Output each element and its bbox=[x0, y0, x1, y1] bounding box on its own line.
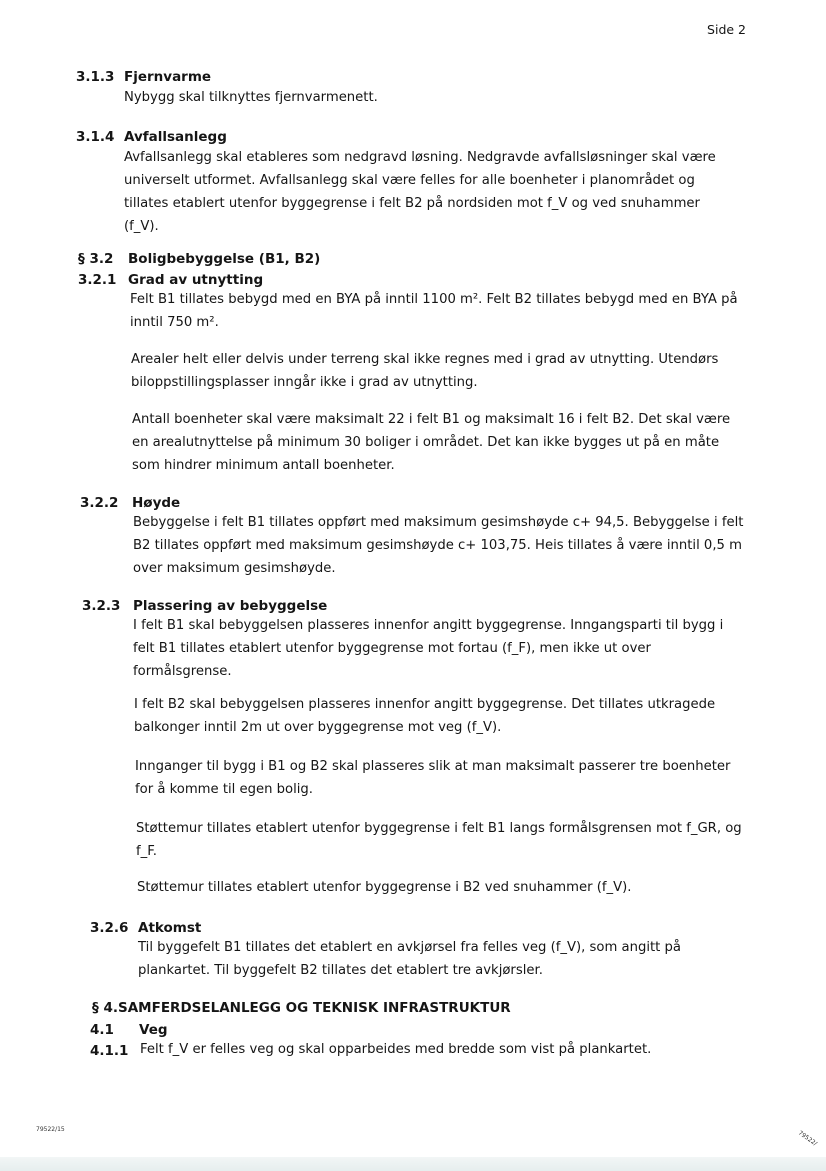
paragraph: Antall boenheter skal være maksimalt 22 i felt B1 og maksimalt 16 i felt B2. Det skal være en arealutnyttelse på minimum 30 boliger i området. Det kan ikke bygges ut på en måte som hindrer minimum antall boenheter. bbox=[132, 412, 731, 473]
section-title: Plassering av bebyggelse bbox=[133, 598, 328, 614]
section-number: 3.1.4 bbox=[76, 129, 115, 145]
paragraph: Støttemur tillates etablert utenfor byggegrense i felt B1 langs formålsgrensen mot f_GR, og f_F. bbox=[136, 821, 742, 859]
paragraph: Innganger til bygg i B1 og B2 skal plasseres slik at man maksimalt passerer tre boenheter for å komme til egen bolig. bbox=[135, 759, 731, 797]
section-title: Grad av utnytting bbox=[128, 272, 264, 288]
paragraph: Arealer helt eller delvis under terreng skal ikke regnes med i grad av utnytting. Utendørs biloppstillingsplasser inngår ikke i grad av utnytting. bbox=[131, 352, 719, 390]
paragraph: Felt f_V er felles veg og skal opparbeides med bredde som vist på plankartet. bbox=[140, 1042, 652, 1057]
section-title: Atkomst bbox=[138, 920, 202, 936]
section-title: Høyde bbox=[132, 495, 181, 511]
section-number: 3.2.3 bbox=[82, 598, 121, 614]
section-title: SAMFERDSELANLEGG OG TEKNISK INFRASTRUKTUR bbox=[118, 1000, 511, 1016]
section-title: Avfallsanlegg bbox=[124, 129, 227, 145]
section-number: 3.2.2 bbox=[80, 495, 119, 511]
section-number: 3.2.1 bbox=[78, 272, 117, 288]
section-title: Fjernvarme bbox=[124, 69, 212, 85]
section-number: 4.1 bbox=[90, 1022, 114, 1038]
page-number: Side 2 bbox=[707, 22, 746, 37]
paragraph: Støttemur tillates etablert utenfor byggegrense i B2 ved snuhammer (f_V). bbox=[137, 880, 632, 895]
section-title: Boligbebyggelse (B1, B2) bbox=[128, 251, 321, 267]
paragraph: Til byggefelt B1 tillates det etablert en avkjørsel fra felles veg (f_V), som angitt på plankartet. Til byggefelt B2 tillates det etablert tre avkjørsler. bbox=[138, 940, 681, 978]
paragraph: Avfallsanlegg skal etableres som nedgravd løsning. Nedgravde avfallsløsninger skal være universelt utformet. Avfallsanlegg skal være felles for alle boenheter i planområdet og tillates etablert utenfor byggegrense i felt B2 på nordsiden mot f_V og ved snuhammer (f_V). bbox=[124, 150, 716, 234]
section-number: 3.2.6 bbox=[90, 920, 129, 936]
paragraph: I felt B2 skal bebyggelsen plasseres innenfor angitt byggegrense. Det tillates utkragede balkonger inntil 2m ut over byggegrense mot veg (f_V). bbox=[134, 697, 716, 735]
section-number: § 4. bbox=[92, 1000, 118, 1016]
paragraph: Felt B1 tillates bebygd med en BYA på inntil 1100 m². Felt B2 tillates bebygd med en BYA på inntil 750 m². bbox=[130, 292, 738, 330]
section-title: Veg bbox=[139, 1022, 168, 1038]
scan-edge bbox=[0, 1157, 826, 1171]
section-number: 4.1.1 bbox=[90, 1043, 129, 1059]
section-number: § 3.2 bbox=[78, 251, 114, 267]
footer-stamp-right: 79522/ bbox=[796, 1129, 819, 1148]
paragraph: Nybygg skal tilknyttes fjernvarmenett. bbox=[124, 90, 378, 105]
section-number: 3.1.3 bbox=[76, 69, 115, 85]
paragraph: I felt B1 skal bebyggelsen plasseres innenfor angitt byggegrense. Inngangsparti til bygg i felt B1 tillates etablert utenfor byggegrense mot fortau (f_F), men ikke ut over formålsgrense. bbox=[133, 618, 724, 679]
footer-stamp-left: 79522/15 bbox=[36, 1126, 65, 1133]
paragraph: Bebyggelse i felt B1 tillates oppført med maksimum gesimshøyde c+ 94,5. Bebyggelse i felt B2 tillates oppført med maksimum gesimshøyde c+ 103,75. Heis tillates å være inntil 0,5 m over maksimum gesimshøyde. bbox=[133, 515, 744, 576]
